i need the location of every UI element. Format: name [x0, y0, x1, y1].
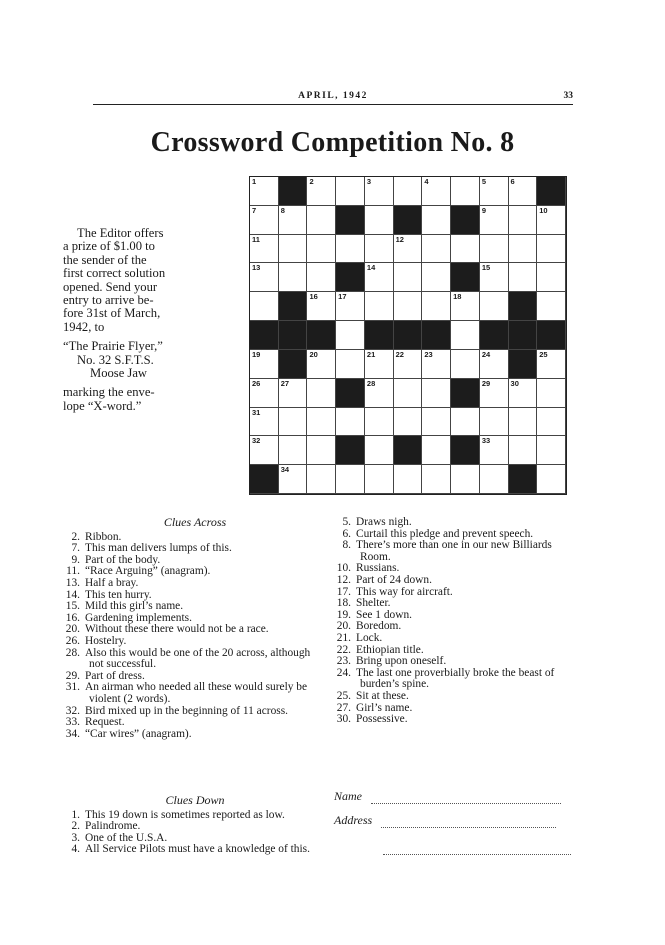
prize-offer — [63, 227, 213, 419]
clue-number: 12. — [336, 573, 351, 586]
grid-cell[interactable] — [451, 292, 480, 321]
grid-cell[interactable] — [422, 292, 451, 321]
clue-number: 20. — [65, 623, 80, 636]
grid-black-square — [250, 465, 279, 494]
grid-cell[interactable] — [365, 350, 394, 379]
grid-cell[interactable] — [365, 206, 394, 235]
clue-number: 25 — [539, 349, 548, 359]
mailing-address — [63, 340, 213, 380]
page-number: 33 — [563, 91, 573, 101]
clues-across — [63, 517, 327, 740]
offer-paragraph — [63, 227, 213, 334]
header-rule — [93, 104, 573, 105]
grid-cell[interactable] — [365, 177, 394, 206]
grid-cell[interactable] — [537, 263, 566, 292]
grid-cell[interactable] — [422, 465, 451, 494]
clue-text: All Service Pilots must have a knowledge of this. — [85, 843, 310, 856]
clue-number: 26 — [252, 378, 261, 388]
grid-cell[interactable] — [537, 235, 566, 264]
clue-number: 23 — [424, 349, 433, 359]
grid-cell[interactable] — [365, 235, 394, 264]
grid-cell[interactable] — [422, 177, 451, 206]
clue-number: 22 — [395, 349, 404, 359]
clue-text: “Race Arguing” (anagram). — [85, 565, 211, 578]
grid-cell[interactable] — [336, 408, 365, 437]
clue-number: 20 — [309, 349, 318, 359]
grid-cell[interactable] — [365, 465, 394, 494]
address-blank[interactable] — [381, 819, 556, 828]
grid-cell[interactable] — [480, 263, 509, 292]
clue-text: Boredom. — [356, 620, 402, 633]
grid-cell[interactable] — [422, 235, 451, 264]
grid-cell[interactable] — [537, 408, 566, 437]
clue-number: 1. — [71, 808, 80, 821]
grid-cell[interactable] — [480, 177, 509, 206]
clue-text: “Car wires” (anagram). — [85, 727, 192, 740]
grid-cell[interactable] — [509, 379, 538, 408]
clue-text: Hostelry. — [85, 634, 127, 647]
grid-cell[interactable] — [509, 436, 538, 465]
clue-text: This way for aircraft. — [356, 585, 453, 598]
grid-cell[interactable] — [394, 379, 423, 408]
grid-cell[interactable] — [307, 436, 336, 465]
grid-black-square — [451, 436, 480, 465]
grid-cell[interactable] — [307, 379, 336, 408]
clue-number: 20. — [336, 620, 351, 633]
clue-item — [334, 668, 574, 691]
clue-text: An airman who needed all these would surely be violent (2 words). — [85, 681, 308, 705]
grid-cell[interactable] — [451, 321, 480, 350]
grid-cell[interactable] — [250, 235, 279, 264]
grid-cell[interactable] — [509, 235, 538, 264]
grid-cell[interactable] — [480, 465, 509, 494]
grid-cell[interactable] — [451, 408, 480, 437]
clue-text: Mild this girl’s name. — [85, 600, 184, 613]
clues-down — [63, 795, 327, 856]
clue-number: 2 — [309, 177, 314, 186]
grid-cell[interactable] — [394, 235, 423, 264]
grid-black-square — [279, 350, 308, 379]
grid-cell[interactable] — [509, 408, 538, 437]
grid-cell[interactable] — [307, 263, 336, 292]
clue-number: 34. — [65, 727, 80, 740]
grid-cell[interactable] — [480, 436, 509, 465]
clue-text: Gardening implements. — [85, 611, 192, 624]
grid-black-square — [279, 177, 308, 206]
clue-number: 27. — [336, 701, 351, 714]
grid-cell[interactable] — [336, 465, 365, 494]
clue-item — [63, 844, 327, 856]
clues-across-heading: Clues Across — [163, 515, 227, 529]
address-line: Moose Jaw — [90, 366, 148, 381]
clue-text: Without these there would not be a race. — [85, 623, 269, 636]
grid-black-square — [394, 321, 423, 350]
clue-number: 25. — [336, 689, 351, 702]
clue-text: Russians. — [356, 562, 400, 575]
clue-text: There’s more than one in our new Billiards Room. — [356, 539, 552, 563]
grid-cell[interactable] — [537, 379, 566, 408]
clue-number: 27 — [280, 378, 290, 388]
grid-cell[interactable] — [394, 292, 423, 321]
grid-cell[interactable] — [336, 177, 365, 206]
clue-number: 13. — [65, 576, 80, 589]
grid-cell[interactable] — [537, 206, 566, 235]
clue-item — [334, 540, 574, 563]
clue-number: 2. — [71, 820, 80, 833]
clue-number: 16 — [309, 292, 318, 302]
grid-cell[interactable] — [480, 350, 509, 379]
grid-cell[interactable] — [365, 436, 394, 465]
clue-number: 23. — [336, 655, 351, 668]
grid-cell[interactable] — [250, 436, 279, 465]
name-entry-line[interactable] — [334, 789, 574, 804]
offer-line: fore 31st of March, — [63, 306, 161, 321]
grid-cell[interactable] — [250, 408, 279, 437]
grid-black-square — [336, 206, 365, 235]
clue-text: The last one proverbially broke the beast of burden’s spine. — [356, 666, 555, 691]
clue-text: One of the U.S.A. — [85, 831, 168, 844]
clue-number: 21. — [336, 631, 351, 644]
clue-text: Shelter. — [356, 597, 391, 610]
clue-number: 33 — [481, 436, 491, 446]
grid-cell[interactable] — [509, 177, 538, 206]
grid-cell[interactable] — [307, 350, 336, 379]
grid-cell[interactable] — [537, 436, 566, 465]
clues-down-continued — [334, 517, 574, 726]
grid-black-square — [336, 263, 365, 292]
grid-cell[interactable] — [509, 263, 538, 292]
offer-line: the sender of the — [63, 252, 147, 267]
grid-cell[interactable] — [307, 408, 336, 437]
grid-black-square — [250, 321, 279, 350]
grid-cell[interactable] — [307, 177, 336, 206]
grid-cell[interactable] — [422, 263, 451, 292]
clue-number: 18. — [336, 597, 351, 610]
clue-number: 7 — [252, 205, 257, 215]
clue-number: 29 — [481, 378, 491, 388]
grid-cell[interactable] — [279, 235, 308, 264]
clue-text: Bring upon oneself. — [356, 655, 447, 668]
clue-number: 29. — [65, 669, 80, 682]
grid-cell[interactable] — [279, 465, 308, 494]
grid-cell[interactable] — [307, 465, 336, 494]
offer-line: The Editor offers — [77, 226, 164, 240]
grid-cell[interactable] — [480, 292, 509, 321]
clue-number: 10. — [336, 562, 351, 575]
grid-cell[interactable] — [422, 408, 451, 437]
clue-text: Lock. — [356, 631, 383, 644]
clue-number: 5 — [481, 177, 486, 186]
offer-line: opened. Send your — [63, 279, 158, 294]
offer-line: a prize of $1.00 to — [63, 239, 155, 254]
clue-number: 19. — [336, 608, 351, 621]
clue-number: 15 — [481, 263, 491, 273]
grid-cell[interactable] — [422, 436, 451, 465]
grid-cell[interactable] — [451, 235, 480, 264]
clue-number: 14. — [65, 588, 80, 601]
grid-black-square — [422, 321, 451, 350]
grid-cell[interactable] — [336, 321, 365, 350]
grid-cell[interactable] — [365, 292, 394, 321]
grid-cell[interactable] — [394, 465, 423, 494]
clue-text: Possessive. — [356, 713, 408, 726]
grid-cell[interactable] — [394, 263, 423, 292]
grid-cell[interactable] — [422, 379, 451, 408]
offer-line: 1942, to — [63, 319, 105, 334]
clue-number: 19 — [252, 349, 261, 359]
clue-number: 24. — [336, 666, 351, 679]
grid-cell[interactable] — [451, 350, 480, 379]
clue-text: Sit at these. — [356, 689, 409, 702]
grid-cell[interactable] — [279, 206, 308, 235]
grid-cell[interactable] — [336, 292, 365, 321]
address-entry-line-2[interactable] — [383, 840, 573, 855]
grid-cell[interactable] — [537, 465, 566, 494]
grid-cell[interactable] — [250, 379, 279, 408]
clue-number: 30. — [336, 713, 351, 726]
grid-cell[interactable] — [365, 263, 394, 292]
offer-line: entry to arrive be- — [63, 293, 154, 308]
address-line: “The Prairie Flyer,” — [63, 339, 163, 354]
clue-number: 6. — [342, 527, 351, 540]
grid-cell[interactable] — [250, 292, 279, 321]
clue-text: This 19 down is sometimes reported as low. — [85, 808, 285, 821]
grid-cell[interactable] — [422, 350, 451, 379]
clue-number: 24 — [481, 349, 491, 359]
grid-cell[interactable] — [451, 177, 480, 206]
grid-black-square — [509, 350, 538, 379]
grid-cell[interactable] — [394, 350, 423, 379]
clue-text: Part of dress. — [85, 669, 145, 682]
grid-black-square — [537, 177, 566, 206]
clue-text: Bird mixed up in the beginning of 11 across. — [85, 704, 288, 717]
offer-line: marking the enve- — [63, 385, 155, 400]
clue-number: 16. — [65, 611, 80, 624]
clue-number: 18 — [453, 292, 462, 302]
clue-text: Request. — [85, 716, 125, 729]
grid-cell[interactable] — [480, 206, 509, 235]
grid-cell[interactable] — [336, 350, 365, 379]
grid-black-square — [480, 321, 509, 350]
clue-item — [63, 682, 327, 705]
grid-cell[interactable] — [279, 408, 308, 437]
address-entry-line[interactable] — [334, 813, 574, 828]
clue-number: 26. — [65, 634, 80, 647]
clue-text: Draws nigh. — [356, 516, 412, 528]
grid-cell[interactable] — [365, 379, 394, 408]
clue-text: Palindrome. — [85, 820, 141, 833]
grid-black-square — [509, 321, 538, 350]
crossword-grid — [249, 176, 567, 495]
grid-cell[interactable] — [307, 292, 336, 321]
grid-cell[interactable] — [279, 263, 308, 292]
clues-down-list-continued — [334, 517, 574, 726]
clue-number: 7. — [71, 542, 80, 555]
clue-number: 32. — [65, 704, 80, 717]
clue-number: 31 — [252, 407, 261, 417]
grid-cell[interactable] — [537, 350, 566, 379]
clue-text: Curtail this pledge and prevent speech. — [356, 527, 534, 540]
clue-text: Girl’s name. — [356, 701, 413, 714]
clue-text: See 1 down. — [356, 608, 412, 621]
clue-number: 17. — [336, 585, 351, 598]
clue-number: 8 — [280, 205, 285, 215]
grid-cell[interactable] — [307, 206, 336, 235]
clue-number: 14 — [366, 263, 376, 273]
running-head — [93, 91, 573, 105]
clue-number: 28. — [65, 646, 80, 659]
clue-number: 12 — [395, 234, 404, 244]
clue-number: 6 — [510, 177, 515, 186]
clue-text: This man delivers lumps of this. — [85, 542, 232, 555]
grid-cell[interactable] — [250, 263, 279, 292]
grid-black-square — [394, 206, 423, 235]
grid-cell[interactable] — [336, 235, 365, 264]
clue-text: Also this would be one of the 20 across, although not successful. — [85, 646, 311, 671]
clue-number: 22. — [336, 643, 351, 656]
grid-cell[interactable] — [422, 206, 451, 235]
grid-cell[interactable] — [394, 408, 423, 437]
clue-number: 3 — [366, 177, 372, 186]
grid-cell[interactable] — [279, 436, 308, 465]
grid-cell[interactable] — [307, 235, 336, 264]
clue-text: Ribbon. — [85, 530, 122, 543]
page-title: Crossword Competition No. 8 — [150, 127, 515, 158]
clue-number: 30 — [510, 378, 519, 388]
clue-number: 2. — [71, 530, 80, 543]
clue-number: 33. — [65, 716, 80, 729]
clue-number: 15. — [65, 600, 80, 613]
grid-black-square — [394, 436, 423, 465]
name-label: Name — [334, 789, 362, 803]
clue-number: 17 — [338, 292, 347, 302]
grid-black-square — [279, 321, 308, 350]
grid-black-square — [451, 379, 480, 408]
clue-number: 4 — [424, 177, 429, 186]
clue-number: 3. — [71, 831, 80, 844]
clue-text: Part of the body. — [85, 553, 161, 566]
address-label: Address — [334, 813, 373, 827]
clue-number: 4. — [71, 843, 80, 856]
grid-cell[interactable] — [250, 206, 279, 235]
grid-black-square — [307, 321, 336, 350]
clue-number: 32 — [252, 436, 261, 446]
grid-cell[interactable] — [480, 379, 509, 408]
grid-cell[interactable] — [480, 408, 509, 437]
grid-cell[interactable] — [537, 292, 566, 321]
clue-number: 1 — [252, 177, 257, 186]
grid-cell[interactable] — [250, 350, 279, 379]
grid-black-square — [451, 206, 480, 235]
grid-cell[interactable] — [451, 465, 480, 494]
grid-cell[interactable] — [250, 177, 279, 206]
issue-date: APRIL, 1942 — [298, 91, 368, 101]
grid-black-square — [336, 436, 365, 465]
grid-cell[interactable] — [279, 379, 308, 408]
grid-black-square — [279, 292, 308, 321]
grid-black-square — [336, 379, 365, 408]
clue-number: 9 — [481, 205, 486, 215]
clue-text: This ten hurry. — [85, 588, 152, 601]
grid-black-square — [451, 263, 480, 292]
clue-number: 9. — [71, 553, 80, 566]
grid-black-square — [537, 321, 566, 350]
clue-number: 5. — [342, 516, 351, 528]
clues-across-list — [63, 532, 327, 741]
clue-item — [63, 648, 327, 671]
clue-number: 8. — [342, 539, 351, 552]
offer-line: first correct solution — [63, 266, 166, 281]
clue-text: Ethiopian title. — [356, 643, 424, 656]
address-blank-2[interactable] — [383, 846, 571, 855]
clue-number: 11 — [252, 234, 260, 244]
offer-instructions — [63, 386, 213, 413]
grid-cell[interactable] — [394, 177, 423, 206]
clue-number: 34 — [280, 465, 290, 475]
grid-black-square — [365, 321, 394, 350]
clue-item — [334, 714, 574, 726]
clue-text: Part of 24 down. — [356, 573, 432, 586]
clue-number: 28 — [366, 378, 376, 388]
grid-black-square — [509, 292, 538, 321]
clue-text: Half a bray. — [85, 576, 139, 589]
clue-item — [63, 729, 327, 741]
clue-number: 13 — [252, 263, 261, 273]
clue-number: 21 — [366, 349, 376, 359]
clue-number: 31. — [65, 681, 80, 694]
address-line: No. 32 S.F.T.S. — [77, 352, 154, 367]
grid-cell[interactable] — [509, 206, 538, 235]
name-blank[interactable] — [371, 795, 561, 804]
grid-black-square — [509, 465, 538, 494]
clues-down-list — [63, 810, 327, 856]
clues-down-heading: Clues Down — [165, 793, 225, 807]
grid-cell[interactable] — [480, 235, 509, 264]
clue-number: 10 — [539, 205, 548, 215]
grid-cell[interactable] — [365, 408, 394, 437]
clue-number: 11. — [66, 565, 80, 578]
offer-line: lope “X-word.” — [63, 398, 142, 413]
